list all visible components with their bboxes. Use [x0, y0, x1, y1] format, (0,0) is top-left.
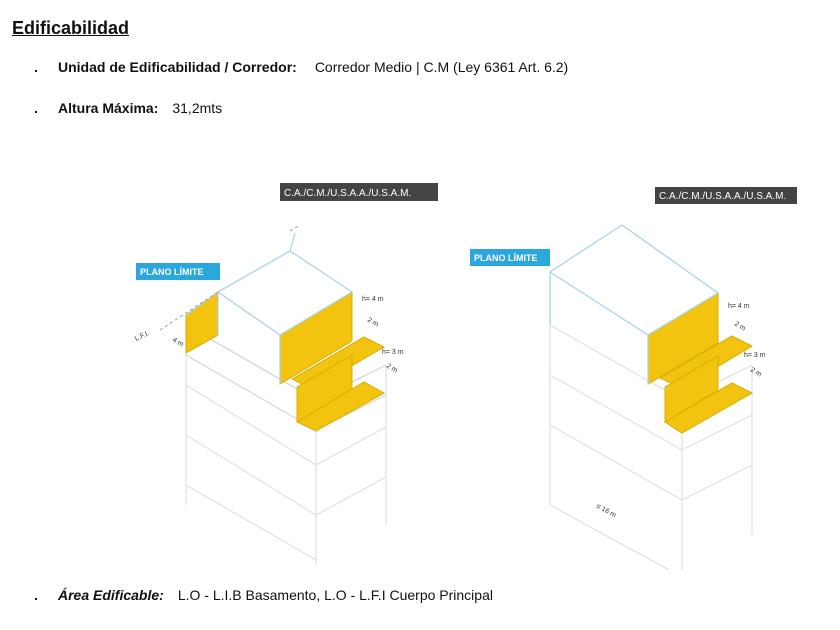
altura-label: Altura Máxima:	[58, 100, 159, 116]
bullet: .	[34, 100, 38, 116]
right-depth-label: ≤ 16 m	[595, 502, 617, 520]
right-diagram	[470, 187, 797, 570]
area-value: L.O - L.I.B Basamento, L.O - L.F.I Cuerpo Principal	[177, 587, 493, 603]
left-corridor-tag: C.A./C.M./U.S.A.A./U.S.A.M.	[284, 188, 412, 199]
left-plano-tag: PLANO LÍMITE	[140, 267, 204, 277]
bullet: .	[34, 587, 38, 603]
left-diagram	[134, 183, 438, 565]
altura-value: 31,2mts	[172, 100, 223, 116]
left-2m-label-a: 2 m	[366, 316, 380, 329]
left-h4-label: h= 4 m	[362, 296, 384, 303]
left-lfi-label: L.F.I.	[133, 330, 151, 343]
left-4m-label: 4 m	[171, 336, 185, 349]
left-h3-label: h= 3 m	[382, 349, 404, 356]
right-h4-label: h= 4 m	[728, 303, 750, 310]
right-plano-tag: PLANO LÍMITE	[474, 253, 538, 263]
section-title: Edificabilidad	[12, 18, 130, 38]
area-label: Área Edificable:	[58, 587, 164, 603]
unidad-label: Unidad de Edificabilidad / Corredor:	[58, 59, 297, 75]
unidad-value: Corredor Medio | C.M (Ley 6361 Art. 6.2)	[314, 59, 569, 75]
bullet: .	[34, 59, 38, 75]
unidad-row	[34, 59, 568, 75]
area-row	[34, 587, 493, 603]
right-corridor-tag: C.A./C.M./U.S.A.A./U.S.A.M.	[659, 191, 787, 202]
left-2m-label-b: 2 m	[385, 362, 399, 375]
right-h3-label: h= 3 m	[744, 352, 766, 359]
edificabilidad-diagram	[120, 165, 810, 570]
right-2m-label-b: 2 m	[749, 366, 763, 379]
right-2m-label-a: 2 m	[733, 320, 747, 333]
altura-row	[34, 100, 222, 116]
